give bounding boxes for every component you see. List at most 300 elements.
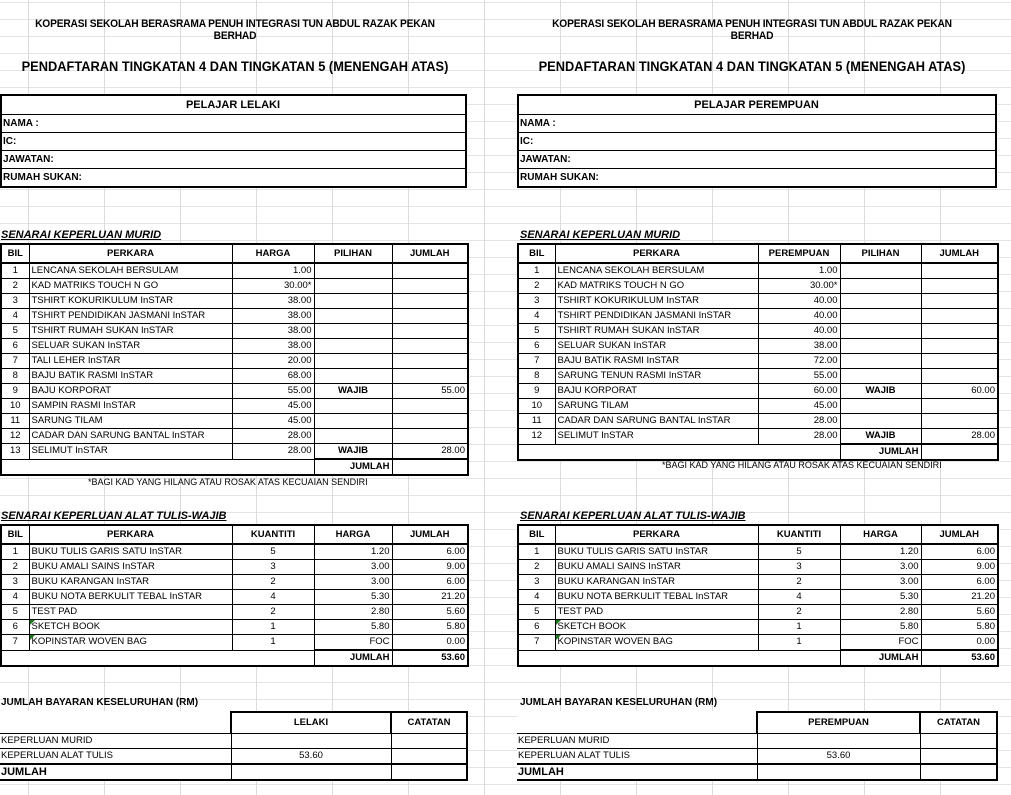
table-row <box>1 575 468 590</box>
table-cell: 8 <box>1 369 29 384</box>
table-cell <box>392 399 468 414</box>
table-cell: 1 <box>232 620 314 635</box>
table-cell: 28.00 <box>232 444 314 460</box>
col-header: KUANTITI <box>232 525 314 544</box>
table-cell: 28.00 <box>758 429 840 445</box>
table-cell: 3.00 <box>314 575 392 590</box>
table-row <box>518 575 998 590</box>
table-cell: 5.60 <box>921 605 998 620</box>
table-cell: 2 <box>1 279 29 294</box>
spacer <box>0 712 231 734</box>
table-cell: 6.00 <box>921 575 998 590</box>
table-cell <box>921 309 998 324</box>
table-cell: 28.00 <box>392 444 468 460</box>
table-cell <box>392 294 468 309</box>
table-cell <box>921 354 998 369</box>
pilihan-cell[interactable] <box>314 309 392 324</box>
table-cell: 2 <box>758 575 840 590</box>
table-row <box>1 444 468 460</box>
table-cell: 4 <box>232 590 314 605</box>
table-cell: 1 <box>758 620 840 635</box>
summary-title: JUMLAH BAYARAN KESELURUHAN (RM) <box>1 697 199 708</box>
table-cell: 5.80 <box>314 620 392 635</box>
ic-field[interactable]: IC: <box>1 133 466 151</box>
table-cell: 3 <box>518 575 555 590</box>
summary-cell: KEPERLUAN ALAT TULIS <box>517 749 757 765</box>
table-cell: FOC <box>314 635 392 651</box>
summary-cell: JUMLAH <box>517 764 757 780</box>
table-row <box>518 309 998 324</box>
table-row <box>518 605 998 620</box>
table-cell: 30.00* <box>758 279 840 294</box>
table-cell: TSHIRT KOKURIKULUM InSTAR <box>555 294 758 309</box>
table-cell: 20.00 <box>232 354 314 369</box>
summary-col-header: LELAKI <box>231 712 391 734</box>
spacer <box>517 712 757 734</box>
pilihan-cell[interactable] <box>314 324 392 339</box>
table-cell <box>921 339 998 354</box>
pilihan-cell[interactable] <box>840 354 921 369</box>
table-row <box>518 399 998 414</box>
spacer <box>518 650 840 666</box>
table-row <box>1 560 468 575</box>
pilihan-cell[interactable] <box>840 399 921 414</box>
jawatan-field[interactable]: JAWATAN: <box>1 151 466 169</box>
table-cell: SAMPIN RASMI InSTAR <box>29 399 232 414</box>
table-row <box>518 429 998 445</box>
col-header: BIL <box>518 525 555 544</box>
table-cell: FOC <box>840 635 921 651</box>
table-cell: 9 <box>518 384 555 399</box>
table-cell: TSHIRT KOKURIKULUM InSTAR <box>29 294 232 309</box>
table-cell: KAD MATRIKS TOUCH N GO <box>555 279 758 294</box>
student-title: PELAJAR LELAKI <box>1 95 466 115</box>
table-cell: TSHIRT RUMAH SUKAN InSTAR <box>555 324 758 339</box>
table-cell: 3 <box>232 560 314 575</box>
table-cell: 1 <box>232 635 314 651</box>
table-row <box>1 324 468 339</box>
table-cell <box>921 279 998 294</box>
total-value <box>921 444 998 460</box>
summary-cell: KEPERLUAN ALAT TULIS <box>0 749 231 765</box>
ic-field[interactable]: IC: <box>518 133 996 151</box>
table-row <box>518 339 998 354</box>
table-row <box>1 309 468 324</box>
summary-cell <box>231 764 391 780</box>
table-cell: BAJU KORPORAT <box>29 384 232 399</box>
summary-header-row <box>517 712 997 734</box>
summary-col-header: CATATAN <box>920 712 997 734</box>
table-cell: BUKU TULIS GARIS SATU InSTAR <box>29 544 232 560</box>
table-cell: TALI LEHER InSTAR <box>29 354 232 369</box>
table-cell: 5.80 <box>392 620 468 635</box>
total-label: JUMLAH <box>840 650 921 666</box>
table-cell <box>921 294 998 309</box>
spacer <box>518 444 840 460</box>
table-row <box>1 339 468 354</box>
summary-row <box>517 734 997 749</box>
table-cell: 1.20 <box>314 544 392 560</box>
table-cell: 9 <box>1 384 29 399</box>
table-cell: 6 <box>518 339 555 354</box>
student-info-table <box>0 94 467 188</box>
table-cell <box>921 324 998 339</box>
table-cell <box>921 369 998 384</box>
table-cell: 3 <box>758 560 840 575</box>
table-cell: 9.00 <box>392 560 468 575</box>
table-row <box>1 544 468 560</box>
table-cell: 1 <box>1 263 29 279</box>
needs-note: *BAGI KAD YANG HILANG ATAU ROSAK ATAS KECUAIAN SENDIRI <box>88 477 368 487</box>
table-cell: 11 <box>518 414 555 429</box>
table-cell: 12 <box>1 429 29 444</box>
col-header: PERKARA <box>555 525 758 544</box>
table-cell: 8 <box>518 369 555 384</box>
table-cell: 6 <box>1 620 29 635</box>
student-title: PELAJAR PEREMPUAN <box>518 95 996 115</box>
total-label: JUMLAH <box>840 444 921 460</box>
table-row <box>1 399 468 414</box>
summary-header-row <box>0 712 467 734</box>
summary-cell <box>920 764 997 780</box>
table-cell: 1 <box>758 635 840 651</box>
table-cell: 2 <box>518 560 555 575</box>
table-cell: TSHIRT PENDIDIKAN JASMANI InSTAR <box>555 309 758 324</box>
sheet-perempuan <box>517 0 995 795</box>
table-cell: 6.00 <box>392 544 468 560</box>
table-cell: BUKU AMALI SAINS InSTAR <box>29 560 232 575</box>
summary-title: JUMLAH BAYARAN KESELURUHAN (RM) <box>520 697 718 708</box>
summary-row <box>517 764 997 780</box>
pilihan-cell[interactable] <box>314 354 392 369</box>
table-cell: 3 <box>1 294 29 309</box>
org-header: KOPERASI SEKOLAH BERASRAMA PENUH INTEGRASI TUN ABDUL RAZAK PEKAN BERHAD <box>35 18 435 42</box>
pilihan-cell[interactable] <box>314 369 392 384</box>
col-header: PEREMPUAN <box>758 244 840 263</box>
pilihan-cell[interactable] <box>314 339 392 354</box>
table-row <box>1 590 468 605</box>
summary-cell <box>391 764 467 780</box>
table-cell: TEST PAD <box>555 605 758 620</box>
table-cell <box>921 414 998 429</box>
table-cell: 5 <box>232 544 314 560</box>
table-cell: 40.00 <box>758 324 840 339</box>
pilihan-cell[interactable] <box>840 263 921 279</box>
pilihan-cell[interactable] <box>840 309 921 324</box>
table-cell: 6.00 <box>921 544 998 560</box>
needs-table <box>0 243 469 476</box>
table-cell: 13 <box>1 444 29 460</box>
spacer <box>1 650 314 666</box>
table-cell: 5 <box>1 605 29 620</box>
table-row <box>518 620 998 635</box>
table-row <box>518 263 998 279</box>
needs-title: SENARAI KEPERLUAN MURID <box>520 229 681 241</box>
table-cell: 38.00 <box>232 339 314 354</box>
table-cell: 4 <box>518 309 555 324</box>
table-cell: 5 <box>518 605 555 620</box>
pilihan-cell[interactable] <box>840 324 921 339</box>
summary-cell <box>920 734 997 749</box>
col-header: PERKARA <box>29 525 232 544</box>
table-cell: 45.00 <box>232 414 314 429</box>
summary-row <box>517 749 997 765</box>
table-cell: 1 <box>518 263 555 279</box>
col-header: JUMLAH <box>921 525 998 544</box>
pilihan-cell[interactable] <box>314 429 392 444</box>
name-field[interactable]: NAMA : <box>518 115 996 133</box>
table-cell: 40.00 <box>758 309 840 324</box>
total-row <box>1 650 468 666</box>
table-cell: 4 <box>1 309 29 324</box>
table-cell: 72.00 <box>758 354 840 369</box>
summary-row <box>0 734 467 749</box>
table-row <box>1 369 468 384</box>
pilihan-cell[interactable] <box>840 279 921 294</box>
col-header: PERKARA <box>555 244 758 263</box>
table-cell <box>392 339 468 354</box>
stationery-title: SENARAI KEPERLUAN ALAT TULIS-WAJIB <box>520 510 746 522</box>
table-cell: 10 <box>518 399 555 414</box>
table-cell <box>392 309 468 324</box>
summary-cell: KEPERLUAN MURID <box>517 734 757 749</box>
pilihan-cell[interactable] <box>314 399 392 414</box>
table-cell: BAJU BATIK RASMI InSTAR <box>555 354 758 369</box>
table-cell: 2 <box>758 605 840 620</box>
table-cell <box>921 263 998 279</box>
table-cell: 3.00 <box>840 560 921 575</box>
pilihan-cell[interactable]: WAJIB <box>314 444 392 460</box>
table-row <box>1 429 468 444</box>
col-header: BIL <box>1 244 29 263</box>
table-cell: 0.00 <box>392 635 468 651</box>
pilihan-cell[interactable] <box>840 339 921 354</box>
table-cell: 9.00 <box>921 560 998 575</box>
table-cell: SARUNG TILAM <box>555 399 758 414</box>
table-cell: 1 <box>1 544 29 560</box>
total-row <box>518 650 998 666</box>
table-cell: 5 <box>758 544 840 560</box>
summary-table <box>517 711 998 781</box>
table-cell: 10 <box>1 399 29 414</box>
jawatan-field[interactable]: JAWATAN: <box>518 151 996 169</box>
pilihan-cell[interactable]: WAJIB <box>314 384 392 399</box>
col-header: PERKARA <box>29 244 232 263</box>
table-cell: 11 <box>1 414 29 429</box>
summary-row <box>0 764 467 780</box>
total-value <box>392 459 468 475</box>
table-row <box>1 263 468 279</box>
rumah-field[interactable]: RUMAH SUKAN: <box>3 172 82 183</box>
pilihan-cell[interactable]: WAJIB <box>840 384 921 399</box>
spacer <box>1 459 314 475</box>
table-cell: BAJU BATIK RASMI InSTAR <box>29 369 232 384</box>
col-header: PILIHAN <box>314 244 392 263</box>
table-row <box>1 384 468 399</box>
col-header: KUANTITI <box>758 525 840 544</box>
pilihan-cell[interactable]: WAJIB <box>840 429 921 445</box>
table-cell: 2 <box>518 279 555 294</box>
table-cell: 28.00 <box>232 429 314 444</box>
table-cell: 55.00 <box>232 384 314 399</box>
table-cell: TEST PAD <box>29 605 232 620</box>
table-row <box>1 414 468 429</box>
table-cell: SELUAR SUKAN InSTAR <box>29 339 232 354</box>
table-cell <box>392 279 468 294</box>
table-cell: 6 <box>1 339 29 354</box>
col-header: HARGA <box>232 244 314 263</box>
needs-table <box>517 243 999 461</box>
table-row <box>1 279 468 294</box>
table-cell: 55.00 <box>758 369 840 384</box>
table-cell: 3 <box>518 294 555 309</box>
summary-cell: KEPERLUAN MURID <box>0 734 231 749</box>
table-cell: 68.00 <box>232 369 314 384</box>
page-title: PENDAFTARAN TINGKATAN 4 DAN TINGKATAN 5 (MENENGAH ATAS) <box>21 59 449 74</box>
student-info-table <box>517 94 997 188</box>
table-row <box>1 294 468 309</box>
table-cell: BUKU TULIS GARIS SATU InSTAR <box>555 544 758 560</box>
table-cell: 60.00 <box>921 384 998 399</box>
table-cell: SKETCH BOOK <box>555 620 758 635</box>
table-cell: LENCANA SEKOLAH BERSULAM <box>555 263 758 279</box>
table-cell: 3.00 <box>314 560 392 575</box>
total-label: JUMLAH <box>314 650 392 666</box>
table-cell: 21.20 <box>921 590 998 605</box>
table-cell: 2 <box>1 560 29 575</box>
table-cell <box>392 354 468 369</box>
summary-col-header: CATATAN <box>391 712 467 734</box>
table-cell: 4 <box>758 590 840 605</box>
table-row <box>518 324 998 339</box>
table-cell: 45.00 <box>232 399 314 414</box>
table-cell <box>921 399 998 414</box>
pilihan-cell[interactable] <box>314 263 392 279</box>
table-cell: 38.00 <box>232 324 314 339</box>
col-header: BIL <box>1 525 29 544</box>
table-cell: 1.00 <box>758 263 840 279</box>
pilihan-cell[interactable] <box>314 294 392 309</box>
summary-cell <box>757 764 920 780</box>
col-header: HARGA <box>840 525 921 544</box>
table-cell: 1 <box>518 544 555 560</box>
table-cell: 2.80 <box>314 605 392 620</box>
table-cell: 7 <box>1 354 29 369</box>
table-cell: 3.00 <box>840 575 921 590</box>
pilihan-cell[interactable] <box>840 414 921 429</box>
summary-cell <box>231 734 391 749</box>
table-row <box>518 369 998 384</box>
table-row <box>1 620 468 635</box>
summary-cell <box>391 749 467 765</box>
table-cell: 4 <box>1 590 29 605</box>
table-cell: SARUNG TILAM <box>29 414 232 429</box>
pilihan-cell[interactable] <box>314 414 392 429</box>
table-row <box>518 354 998 369</box>
table-cell: 60.00 <box>758 384 840 399</box>
total-value: 53.60 <box>921 650 998 666</box>
pilihan-cell[interactable] <box>840 369 921 384</box>
summary-cell: JUMLAH <box>0 764 231 780</box>
total-row <box>518 444 998 460</box>
table-cell: 28.00 <box>758 414 840 429</box>
table-cell: LENCANA SEKOLAH BERSULAM <box>29 263 232 279</box>
org-header: KOPERASI SEKOLAH BERASRAMA PENUH INTEGRASI TUN ABDUL RAZAK PEKAN BERHAD <box>552 18 952 42</box>
table-cell: 28.00 <box>921 429 998 445</box>
table-cell: 3 <box>1 575 29 590</box>
table-cell: 1.00 <box>232 263 314 279</box>
table-cell: 1.20 <box>840 544 921 560</box>
table-cell: 2 <box>232 605 314 620</box>
rumah-field[interactable]: RUMAH SUKAN: <box>520 172 599 183</box>
table-cell: 40.00 <box>758 294 840 309</box>
table-cell: BAJU KORPORAT <box>555 384 758 399</box>
col-header: PILIHAN <box>840 244 921 263</box>
table-cell: 2 <box>232 575 314 590</box>
page-title: PENDAFTARAN TINGKATAN 4 DAN TINGKATAN 5 (MENENGAH ATAS) <box>538 59 966 74</box>
table-row <box>518 414 998 429</box>
table-cell: CADAR DAN SARUNG BANTAL InSTAR <box>29 429 232 444</box>
total-label: JUMLAH <box>314 459 392 475</box>
table-row <box>518 590 998 605</box>
table-cell: 6 <box>518 620 555 635</box>
table-cell: 5.80 <box>840 620 921 635</box>
summary-cell <box>391 734 467 749</box>
total-value: 53.60 <box>392 650 468 666</box>
table-cell: SELIMUT InSTAR <box>555 429 758 445</box>
table-cell: BUKU NOTA BERKULIT TEBAL InSTAR <box>29 590 232 605</box>
table-cell: 5.80 <box>921 620 998 635</box>
summary-cell <box>920 749 997 765</box>
table-cell: 30.00* <box>232 279 314 294</box>
table-cell: TSHIRT RUMAH SUKAN InSTAR <box>29 324 232 339</box>
summary-cell: 53.60 <box>757 749 920 765</box>
table-cell: BUKU AMALI SAINS InSTAR <box>555 560 758 575</box>
needs-note: *BAGI KAD YANG HILANG ATAU ROSAK ATAS KECUAIAN SENDIRI <box>662 460 942 470</box>
table-cell: SELIMUT InSTAR <box>29 444 232 460</box>
table-cell: CADAR DAN SARUNG BANTAL InSTAR <box>555 414 758 429</box>
name-field[interactable]: NAMA : <box>1 115 466 133</box>
table-row <box>1 605 468 620</box>
table-cell: 38.00 <box>758 339 840 354</box>
needs-title: SENARAI KEPERLUAN MURID <box>1 229 162 241</box>
col-header: BIL <box>518 244 555 263</box>
table-row <box>1 354 468 369</box>
table-cell <box>392 429 468 444</box>
table-cell: 4 <box>518 590 555 605</box>
table-cell: 55.00 <box>392 384 468 399</box>
stationery-title: SENARAI KEPERLUAN ALAT TULIS-WAJIB <box>1 510 227 522</box>
table-row <box>518 279 998 294</box>
summary-col-header: PEREMPUAN <box>757 712 920 734</box>
table-row <box>518 294 998 309</box>
table-cell: SKETCH BOOK <box>29 620 232 635</box>
table-cell: BUKU NOTA BERKULIT TEBAL InSTAR <box>555 590 758 605</box>
table-cell: KOPINSTAR WOVEN BAG <box>29 635 232 651</box>
table-cell: 21.20 <box>392 590 468 605</box>
summary-cell <box>757 734 920 749</box>
table-cell: 2.80 <box>840 605 921 620</box>
table-cell <box>392 324 468 339</box>
table-cell: 7 <box>518 635 555 651</box>
col-header: HARGA <box>314 525 392 544</box>
sheet-lelaki <box>0 0 470 795</box>
pilihan-cell[interactable] <box>840 294 921 309</box>
summary-table <box>0 711 468 781</box>
table-cell: BUKU KARANGAN InSTAR <box>555 575 758 590</box>
table-cell: 5 <box>518 324 555 339</box>
pilihan-cell[interactable] <box>314 279 392 294</box>
